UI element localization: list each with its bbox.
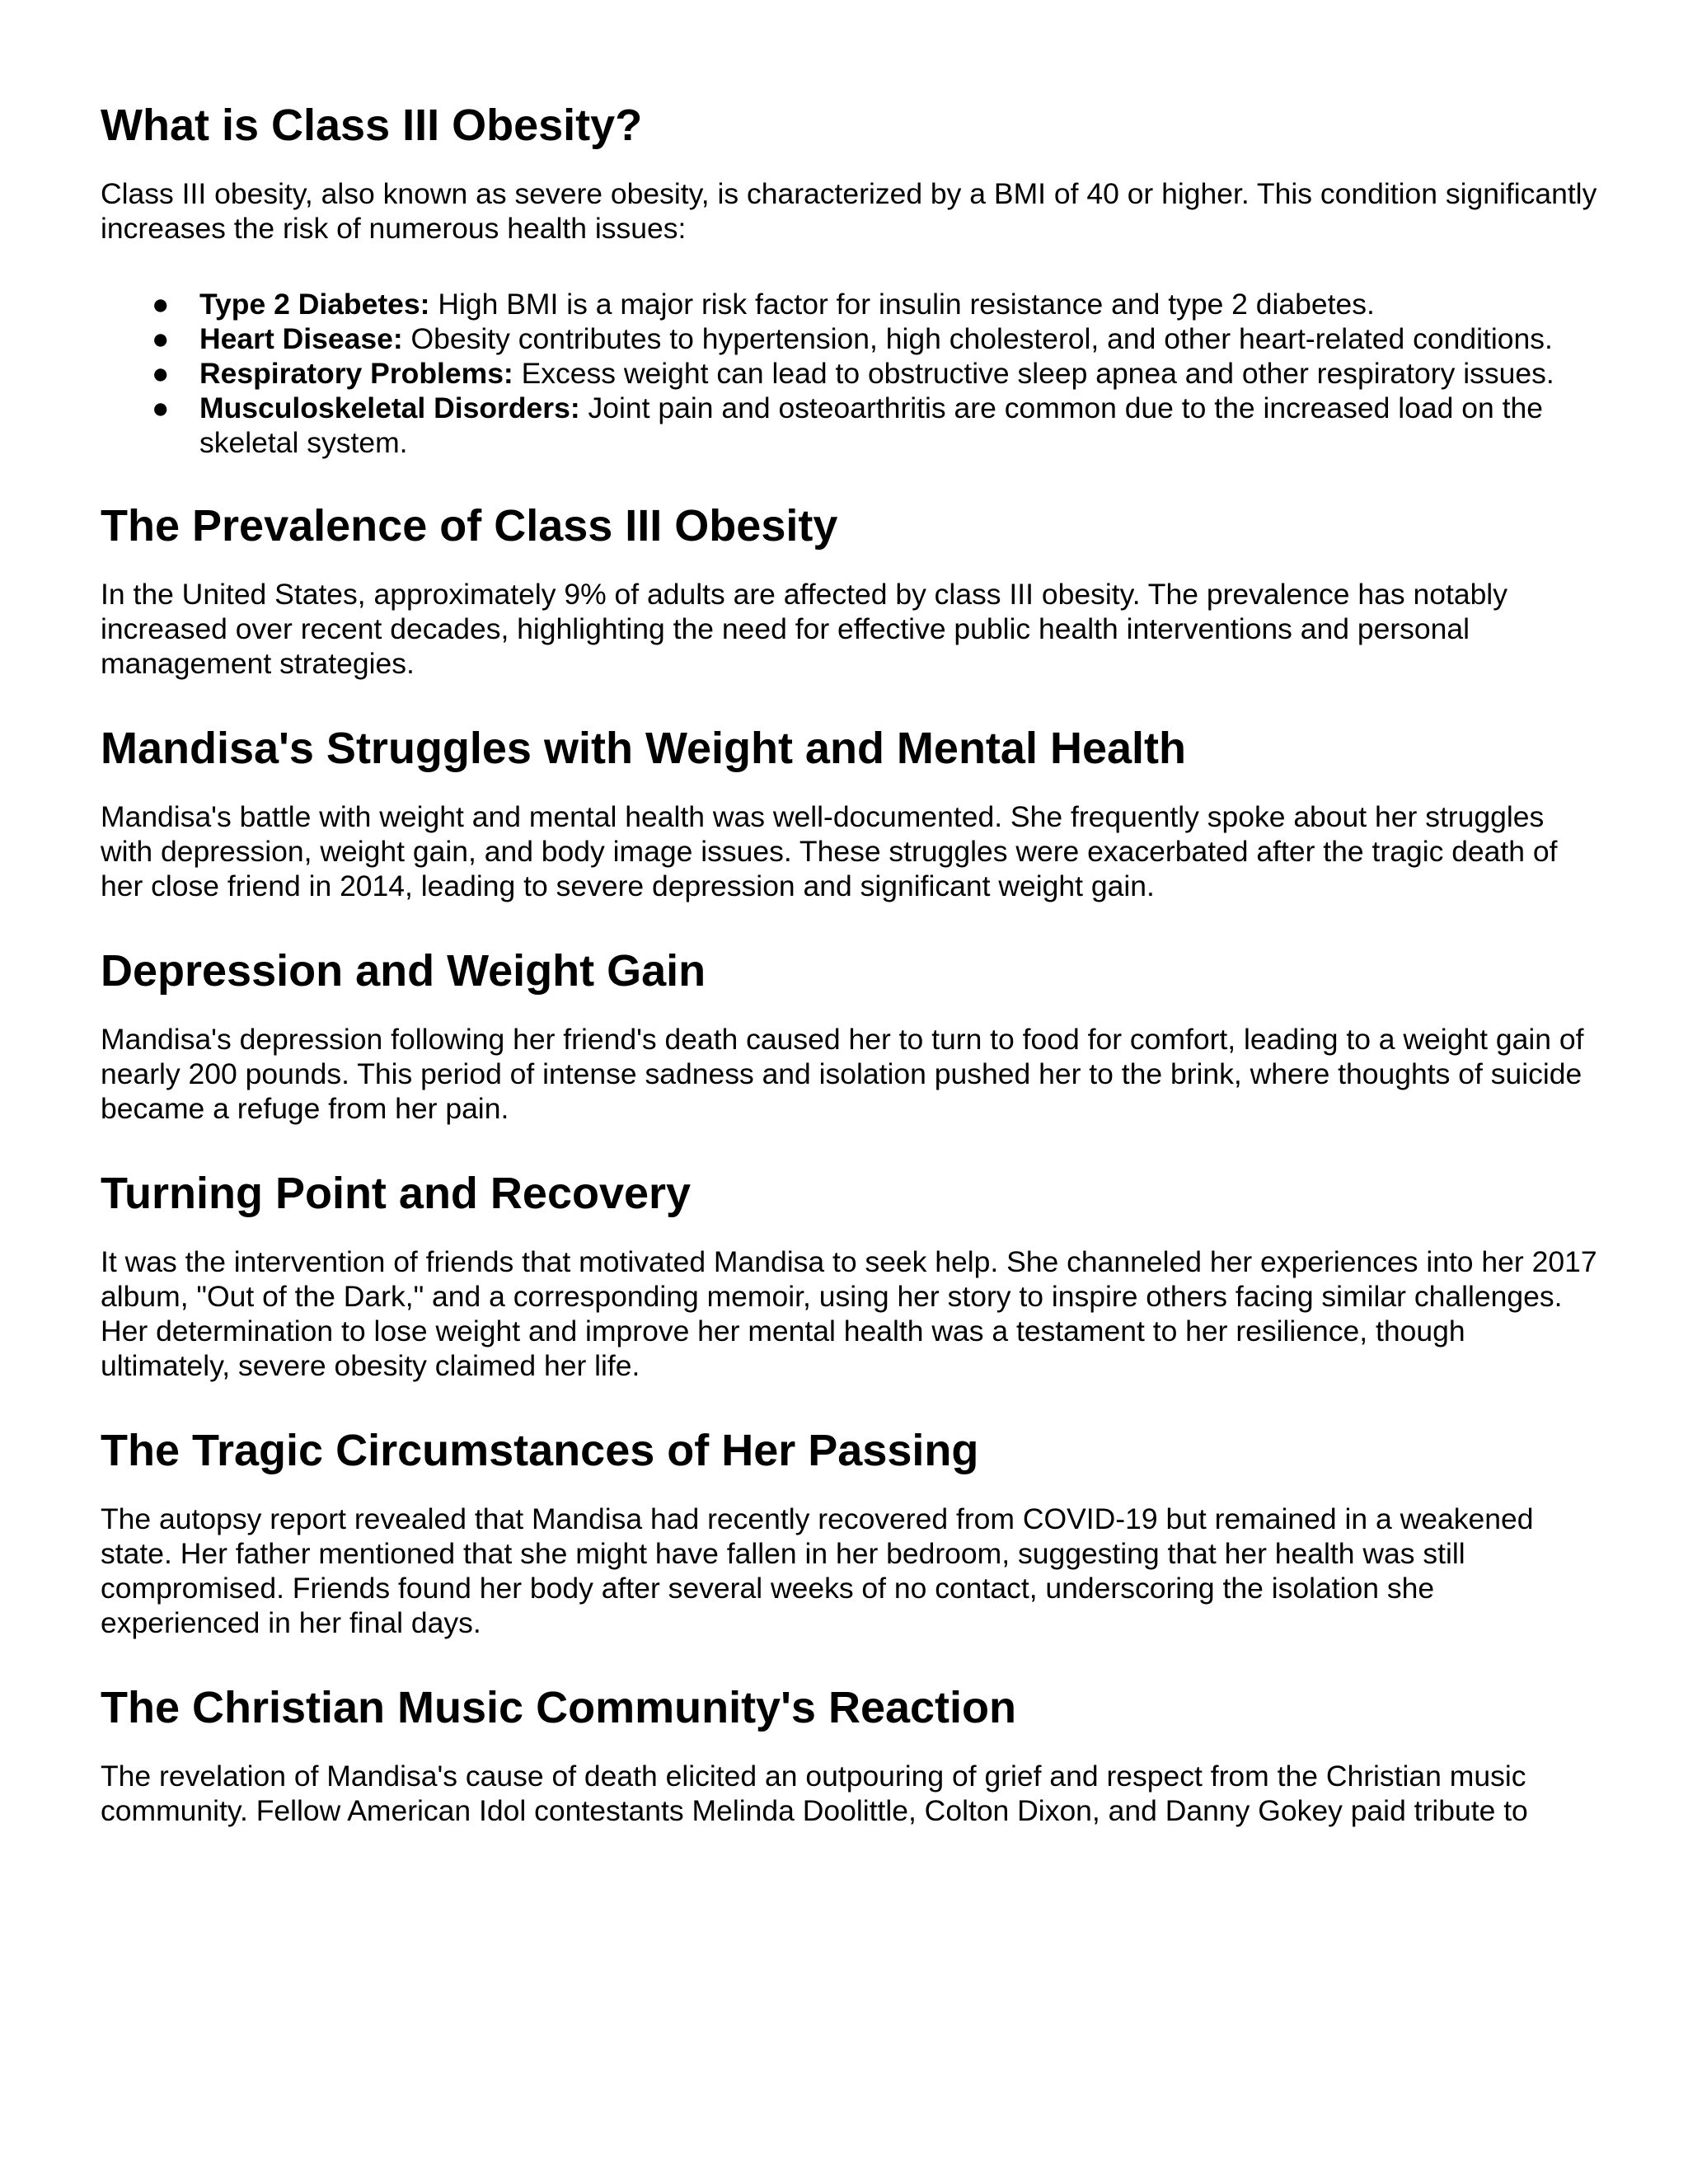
list-item-text: Excess weight can lead to obstructive sleep apnea and other respiratory issues.: [513, 357, 1554, 390]
section-heading: Turning Point and Recovery: [101, 1169, 692, 1218]
list-item-term: Respiratory Problems:: [199, 357, 513, 390]
section-depression: [101, 944, 1601, 1126]
section-paragraph: The autopsy report revealed that Mandisa had recently recovered from COVID-19 but remained in a weakened state. Her father mentioned that she might have fallen in her bedroom, suggesting that her health was still compromised. Friends found her body after several weeks of no contact, underscoring the isolation she experienced in her final days.: [101, 1502, 1534, 1639]
section-heading: Depression and Weight Gain: [101, 946, 706, 996]
list-item: [152, 287, 1601, 321]
section-passing: [101, 1424, 1601, 1640]
list-item-term: Heart Disease:: [199, 322, 403, 355]
section-paragraph: Class III obesity, also known as severe obesity, is characterized by a BMI of 40 or higher. This condition significantly increases the risk of numerous health issues:: [101, 177, 1597, 245]
section-paragraph: In the United States, approximately 9% of adults are affected by class III obesity. The prevalence has notably increased over recent decades, highlighting the need for effective public health interventions and personal management strategies.: [101, 578, 1507, 680]
section-paragraph: The revelation of Mandisa's cause of death elicited an outpouring of grief and respect from the Christian music community. Fellow American Idol contestants Melinda Doolittle, Colton Dixon, and Danny Gokey paid tribute to: [101, 1760, 1528, 1827]
section-community-reaction: [101, 1681, 1601, 1828]
list-item: [152, 321, 1601, 356]
bullet-icon: ●: [152, 288, 170, 321]
section-heading: The Tragic Circumstances of Her Passing: [101, 1426, 979, 1475]
document-page: [101, 99, 1601, 1869]
bullet-icon: ●: [152, 357, 170, 390]
section-heading: The Prevalence of Class III Obesity: [101, 501, 838, 551]
section-paragraph: Mandisa's depression following her friend's death caused her to turn to food for comfort, leading to a weight gain of nearly 200 pounds. This period of intense sadness and isolation pushed her to the brink, where thoughts of suicide became a refuge from her pain.: [101, 1023, 1584, 1125]
risk-list: [101, 287, 1601, 460]
bullet-icon: ●: [152, 391, 170, 424]
section-heading: What is Class III Obesity?: [101, 101, 643, 150]
section-prevalence: [101, 499, 1601, 681]
list-item-text: Obesity contributes to hypertension, high cholesterol, and other heart-related conditions.: [402, 322, 1553, 355]
list-item: [152, 356, 1601, 391]
section-class-iii-obesity: [101, 99, 1601, 460]
list-item-text: Joint pain and osteoarthritis are common due to the increased load on the skeletal system.: [199, 391, 1543, 459]
section-heading: The Christian Music Community's Reaction: [101, 1683, 1017, 1732]
list-item-term: Type 2 Diabetes:: [199, 288, 430, 321]
section-paragraph: It was the intervention of friends that motivated Mandisa to seek help. She channeled her experiences into her 2017 album, "Out of the Dark," and a corresponding memoir, using her story to inspire others facing similar challenges. Her determination to lose weight and improve her mental health was a testament to her resilience, though ultimately, severe obesity claimed her life.: [101, 1245, 1597, 1382]
section-paragraph: Mandisa's battle with weight and mental health was well-documented. She frequently spoke about her struggles with depression, weight gain, and body image issues. These struggles were exacerbated after the tragic death of her close friend in 2014, leading to severe depression and significant weight gain.: [101, 800, 1558, 902]
list-item: [152, 391, 1601, 460]
bullet-icon: ●: [152, 322, 170, 355]
list-item-term: Musculoskeletal Disorders:: [199, 391, 580, 424]
section-recovery: [101, 1167, 1601, 1383]
list-item-text: High BMI is a major risk factor for insulin resistance and type 2 diabetes.: [429, 288, 1375, 321]
section-struggles: [101, 722, 1601, 903]
section-heading: Mandisa's Struggles with Weight and Mental Health: [101, 724, 1186, 773]
